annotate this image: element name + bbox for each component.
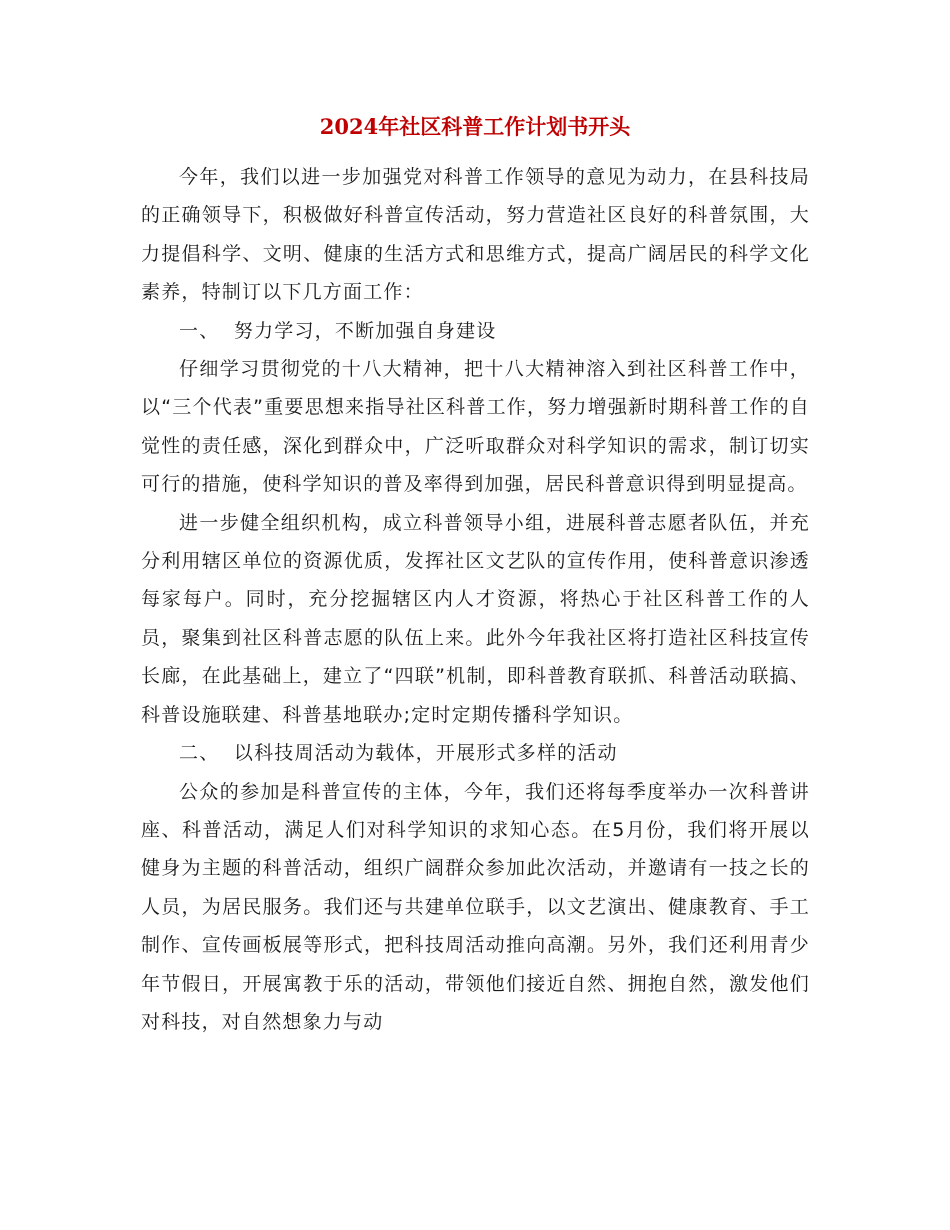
- paragraph-intro: 今年，我们以进一步加强党对科普工作领导的意见为动力，在县科技局的正确领导下，积极做好科普宣传活动，努力营造社区良好的科普氛围，大力提倡科学、文明、健康的生活方式和思维方式，提高广阔居民的科学文化素养，特制订以下几方面工作：: [141, 166, 810, 304]
- section-heading-1: 一、 努力学习，不断加强自身建设: [179, 319, 497, 342]
- paragraph-organization: 进一步健全组织机构，成立科普领导小组，进展科普志愿者队伍，并充分利用辖区单位的资源优质，发挥社区文艺队的宣传作用，使科普意识渗透每家每户。同时，充分挖掘辖区内人才资源，将热心于社区科普工作的人员，聚集到社区科普志愿的队伍上来。此外今年我社区将打造社区科技宣传长廊，在此基础上，建立了“四联”机制，即科普教育联抓、科普活动联搞、科普设施联建、科普基地联办;定时定期传播科学知识。: [141, 511, 810, 726]
- document-body: [141, 158, 810, 1041]
- section-heading-2: 二、 以科技周活动为载体，开展形式多样的活动: [179, 742, 618, 765]
- paragraph-study: 仔细学习贯彻党的十八大精神，把十八大精神溶入到社区科普工作中，以“三个代表”重要思想来指导社区科普工作，努力增强新时期科普工作的自觉性的责任感，深化到群众中，广泛听取群众对科学知识的需求，制订切实可行的措施，使科学知识的普及率得到加强，居民科普意识得到明显提高。: [141, 358, 810, 496]
- document-title: 2024年社区科普工作计划书开头: [319, 114, 631, 139]
- paragraph-activities: 公众的参加是科普宣传的主体，今年，我们还将每季度举办一次科普讲座、科普活动，满足人们对科学知识的求知心态。在5月份，我们将开展以健身为主题的科普活动，组织广阔群众参加此次活动，并邀请有一技之长的人员，为居民服务。我们还与共建单位联手，以文艺演出、健康教育、手工制作、宣传画板展等形式，把科技周活动推向高潮。另外，我们还利用青少年节假日，开展寓教于乐的活动，带领他们接近自然、拥抱自然，激发他们对科技，对自然想象力与动: [141, 780, 810, 1033]
